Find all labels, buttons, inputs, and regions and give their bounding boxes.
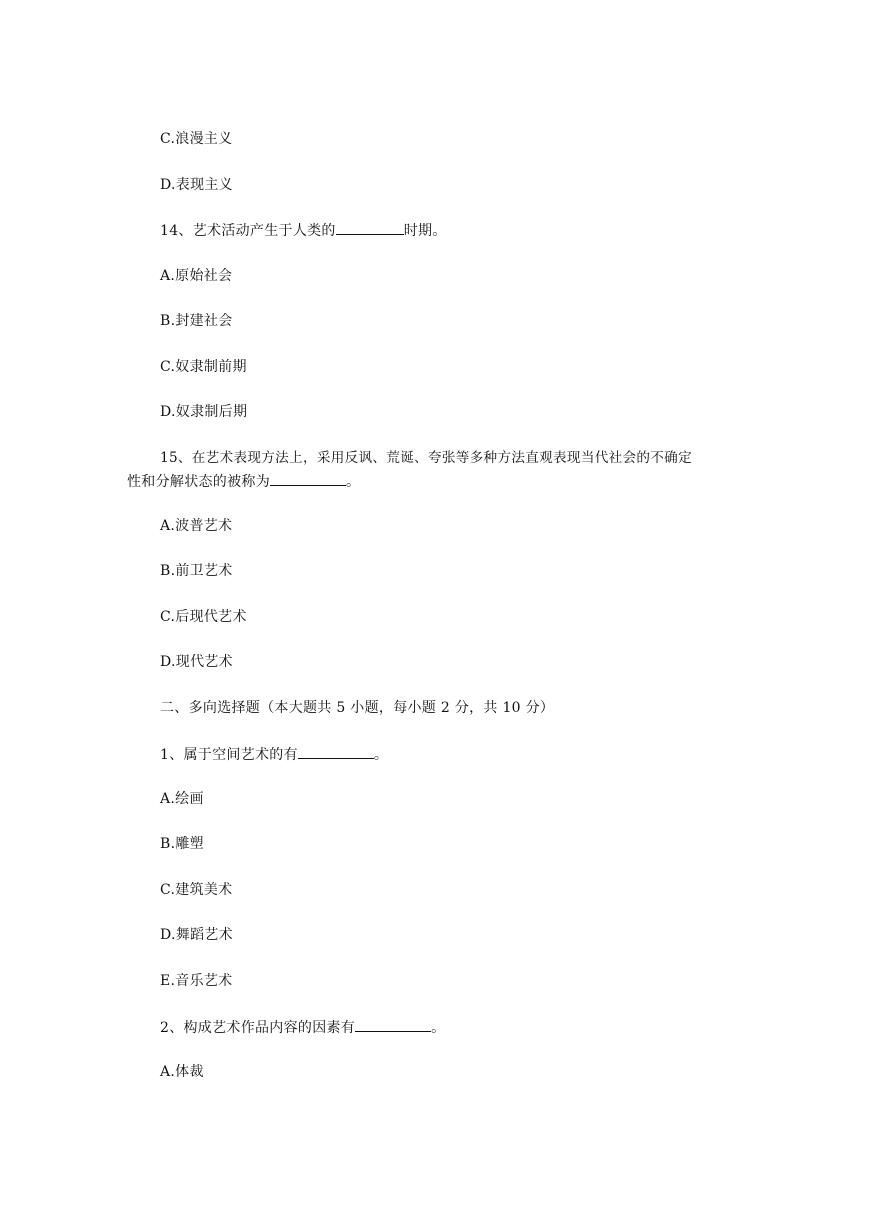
m1-answer-blank bbox=[298, 744, 374, 759]
m1-option-e: E.音乐艺术 bbox=[160, 973, 233, 989]
q14-stem-text: 14、艺术活动产生于人类的 bbox=[160, 223, 336, 239]
q14-option-a: A.原始社会 bbox=[160, 268, 233, 284]
m2-answer-blank bbox=[355, 1017, 431, 1032]
q15-option-a: A.波普艺术 bbox=[160, 518, 233, 534]
q13-option-c: C.浪漫主义 bbox=[160, 131, 233, 147]
section2-heading: 二、多向选择题（本大题共 5 小题，每小题 2 分，共 10 分） bbox=[160, 700, 555, 716]
m2-option-a: A.体裁 bbox=[160, 1064, 204, 1080]
q14-stem-end: 时期。 bbox=[403, 223, 447, 239]
q15-option-b: B.前卫艺术 bbox=[160, 563, 233, 579]
m2-stem-end: 。 bbox=[431, 1020, 446, 1036]
q15-option-d: D.现代艺术 bbox=[160, 654, 233, 670]
q14-option-d: D.奴隶制后期 bbox=[160, 404, 248, 420]
q14-option-b: B.封建社会 bbox=[160, 313, 233, 329]
m1-stem-text: 1、属于空间艺术的有 bbox=[160, 747, 298, 763]
q15-stem-end: 。 bbox=[346, 474, 361, 490]
m1-option-d: D.舞蹈艺术 bbox=[160, 927, 233, 943]
m2-stem-text: 2、构成艺术作品内容的因素有 bbox=[160, 1020, 356, 1036]
m1-option-a: A.绘画 bbox=[160, 791, 204, 807]
q14-option-c: C.奴隶制前期 bbox=[160, 359, 247, 375]
q15-stem-line2 bbox=[127, 471, 360, 492]
m1-stem bbox=[160, 744, 388, 765]
m2-stem bbox=[160, 1017, 445, 1038]
q13-option-d: D.表现主义 bbox=[160, 177, 233, 193]
q15-option-c: C.后现代艺术 bbox=[160, 609, 247, 625]
m1-option-b: B.雕塑 bbox=[160, 836, 204, 852]
q14-answer-blank bbox=[336, 220, 404, 235]
q15-stem-text: 性和分解状态的被称为 bbox=[127, 474, 270, 490]
q15-answer-blank bbox=[270, 471, 346, 486]
m1-option-c: C.建筑美术 bbox=[160, 882, 233, 898]
q14-stem bbox=[160, 220, 447, 241]
m1-stem-end: 。 bbox=[373, 747, 389, 763]
q15-stem-line1: 15、在艺术表现方法上，采用反讽、荒诞、夸张等多种方法直观表现当代社会的不确定 bbox=[160, 450, 692, 466]
